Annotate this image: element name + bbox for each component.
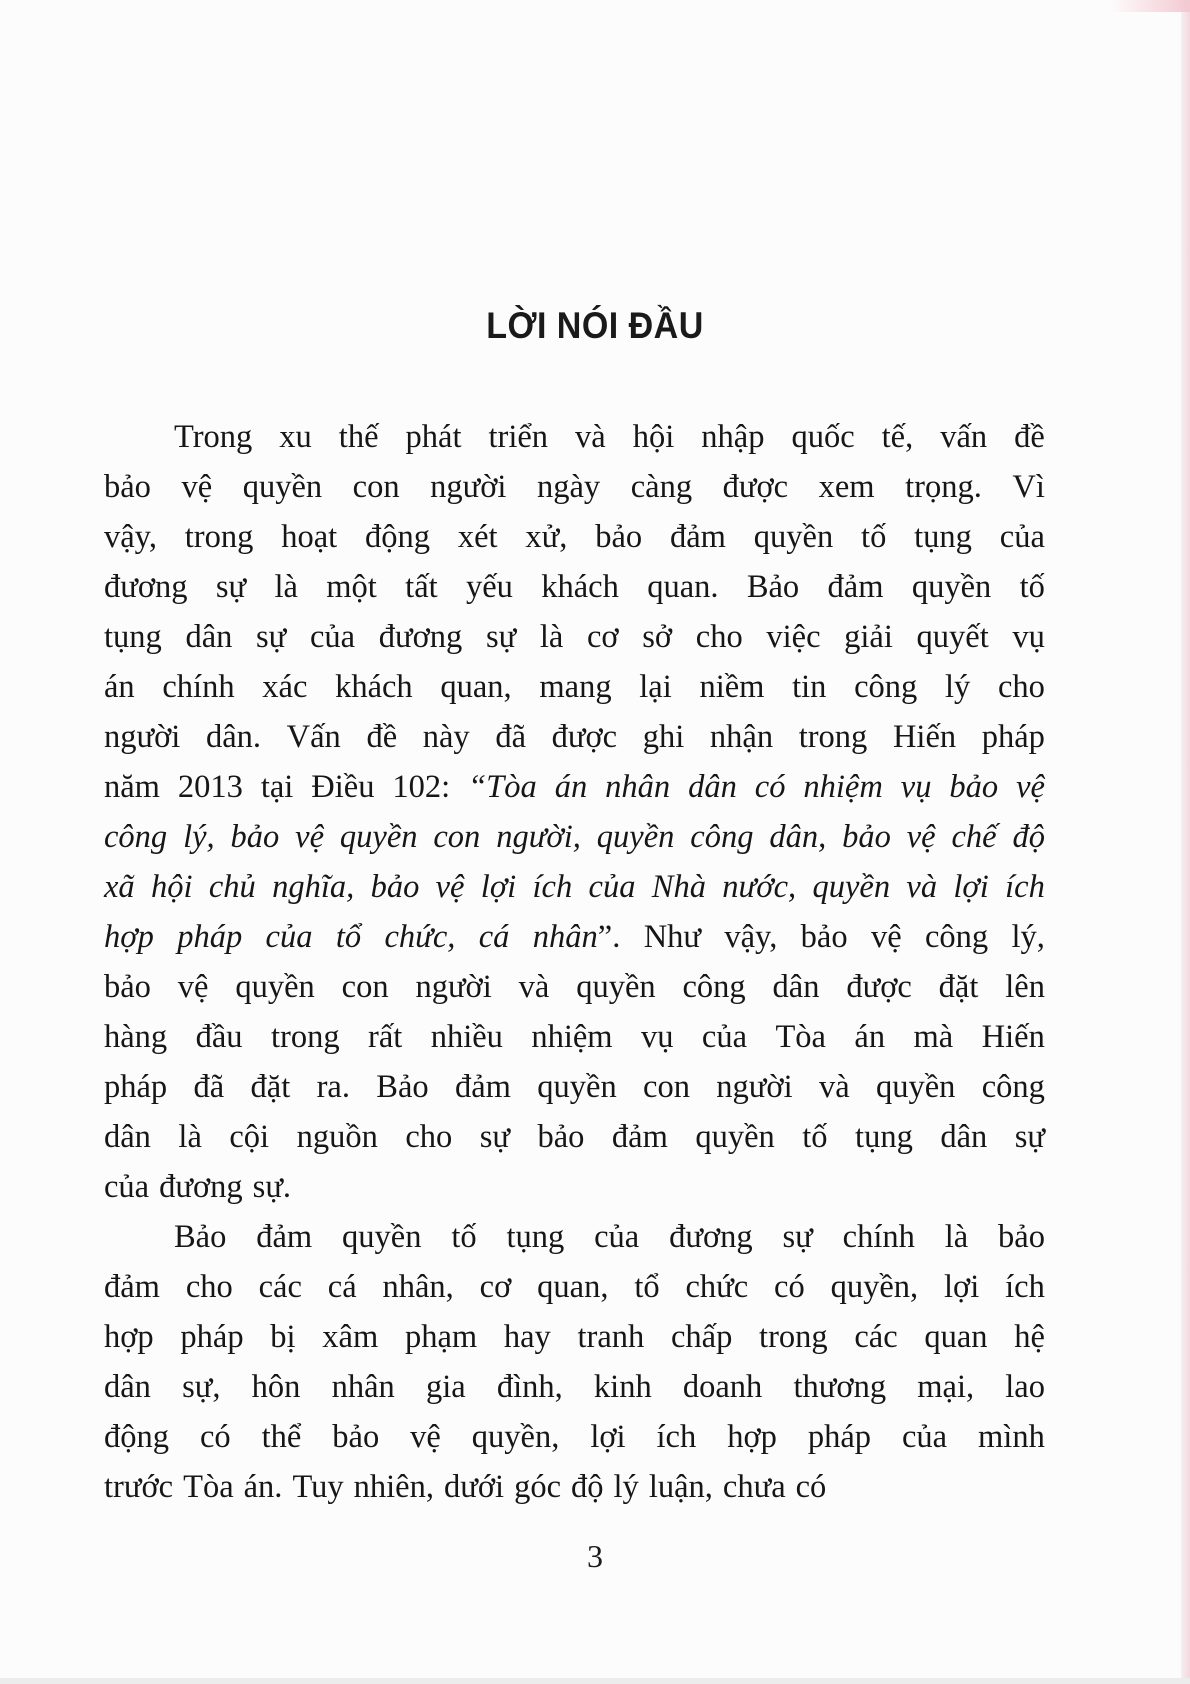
word: Nhà <box>651 869 706 905</box>
word: tế, <box>881 419 914 455</box>
word: công <box>924 919 989 955</box>
word: và <box>518 969 550 1005</box>
word: triển <box>488 419 549 455</box>
word: Như <box>643 919 702 955</box>
word: sự <box>782 1219 813 1255</box>
word: nhân, <box>382 1269 454 1305</box>
text-line <box>104 812 1045 862</box>
text-line <box>104 1012 1045 1062</box>
word: trong <box>184 519 254 555</box>
word: xu <box>279 419 312 455</box>
word: các <box>854 1319 898 1355</box>
word: bảo <box>595 519 643 555</box>
word: án. <box>243 1469 283 1505</box>
word: nhân”. <box>532 919 621 955</box>
word: bảo <box>949 769 999 805</box>
word: tụng <box>506 1219 565 1255</box>
word: ích <box>656 1419 697 1455</box>
word: góc <box>514 1469 562 1505</box>
word: Tòa <box>775 1019 826 1055</box>
word: đương <box>378 619 463 655</box>
word: chấp <box>670 1319 733 1355</box>
word: nhân <box>605 769 671 805</box>
word: xét <box>457 519 498 555</box>
word: dân <box>940 1119 988 1155</box>
word: độ <box>1012 819 1045 855</box>
word: trước <box>104 1469 174 1505</box>
word: xâm <box>322 1319 379 1355</box>
word: bảo <box>800 919 848 955</box>
word: tố <box>451 1219 477 1255</box>
text-line <box>104 462 1045 512</box>
word: người <box>415 969 492 1005</box>
word: công <box>682 969 746 1005</box>
word: “Tòa <box>468 769 537 805</box>
word: chính <box>842 1219 915 1255</box>
word: và <box>575 419 606 455</box>
word: hôn <box>251 1369 301 1405</box>
word: dân <box>772 969 820 1005</box>
word: và <box>818 1069 850 1105</box>
word: cho <box>185 1269 233 1305</box>
word: cho <box>695 619 743 655</box>
word: tố <box>861 519 887 555</box>
word: quyền <box>596 819 675 855</box>
word: sự <box>479 1119 510 1155</box>
text-line <box>104 1412 1045 1462</box>
word: bảo <box>332 1419 380 1455</box>
word: Bảo <box>746 569 800 605</box>
word: mang <box>539 669 612 705</box>
word: sự <box>1014 1119 1045 1155</box>
word: Tuy <box>292 1469 344 1505</box>
word: cho <box>997 669 1045 705</box>
word: tố <box>1019 569 1045 605</box>
word: sự, <box>182 1369 221 1405</box>
word: đảm <box>454 1069 511 1105</box>
word: của <box>588 869 636 905</box>
text-line <box>104 612 1045 662</box>
word: Vì <box>1012 469 1045 505</box>
word: đã <box>495 719 526 755</box>
word: của <box>701 1019 748 1055</box>
paragraph <box>104 412 1045 1212</box>
word: sự. <box>252 1169 292 1205</box>
word: dân <box>104 1369 151 1405</box>
word: chức, <box>384 919 456 955</box>
word: dân <box>688 769 737 805</box>
word: dưới <box>444 1469 505 1505</box>
word: là <box>274 569 298 605</box>
word: bảo <box>842 819 891 855</box>
word: có <box>199 1419 231 1455</box>
text-line <box>104 862 1045 912</box>
word: tụng <box>855 1119 913 1155</box>
word: chức <box>685 1269 749 1305</box>
word: được <box>722 469 789 505</box>
word: chủ <box>208 869 256 905</box>
word: người, <box>496 819 581 855</box>
word: nhiên, <box>353 1469 434 1505</box>
word: lý, <box>183 819 215 855</box>
word: pháp <box>104 1069 168 1105</box>
word: tụng <box>914 519 972 555</box>
word: quốc <box>791 419 855 455</box>
word: công <box>854 669 918 705</box>
word: bảo <box>998 1219 1045 1255</box>
word: con <box>352 469 400 505</box>
word: ghi <box>642 719 685 755</box>
word: quyền <box>242 469 323 505</box>
word: quyền <box>911 569 992 605</box>
word: đình, <box>496 1369 563 1405</box>
word: quyền, <box>830 1269 919 1305</box>
word: hợp <box>104 1319 154 1355</box>
word: trong <box>798 719 868 755</box>
word: mà <box>913 1019 954 1055</box>
word: năm <box>104 769 160 805</box>
word: công <box>104 819 168 855</box>
word: được <box>846 969 912 1005</box>
word: chưa <box>722 1469 786 1505</box>
word: mình <box>978 1419 1045 1455</box>
word: quan. <box>647 569 719 605</box>
word: hội <box>632 419 675 455</box>
word: đầu <box>195 1019 243 1055</box>
word: trong <box>759 1319 828 1355</box>
word: quyền <box>537 1069 617 1105</box>
word: quyền <box>342 1219 422 1255</box>
word: kinh <box>593 1369 652 1405</box>
word: sở <box>642 619 673 655</box>
word: đặt <box>938 969 979 1005</box>
text-line <box>104 1462 1045 1512</box>
word: việc <box>766 619 821 655</box>
text-line <box>104 912 1045 962</box>
word: đề <box>1014 419 1045 455</box>
word: Hiến <box>981 1019 1045 1055</box>
word: thế <box>338 419 379 455</box>
word: quyền <box>235 969 315 1005</box>
word: bảo <box>104 969 151 1005</box>
word: hội <box>151 869 193 905</box>
word: vậy, <box>104 519 157 555</box>
word: Trong <box>174 419 253 455</box>
word: đề <box>366 719 398 755</box>
word: đương <box>104 569 188 605</box>
word: ích <box>1005 1269 1045 1305</box>
word: Vấn <box>286 719 341 755</box>
word: quyền <box>875 1069 956 1105</box>
word: xác <box>262 669 308 705</box>
word: bảo <box>370 869 420 905</box>
word: dân, <box>769 819 827 855</box>
word: nguồn <box>296 1119 378 1155</box>
word: phạm <box>404 1319 478 1355</box>
word: lợi <box>590 1419 626 1455</box>
word: đảm <box>104 1269 160 1305</box>
word: của <box>265 919 313 955</box>
word: Tòa <box>183 1469 234 1505</box>
word: có <box>795 1469 827 1505</box>
word: khách <box>541 569 619 605</box>
text-line <box>104 1262 1045 1312</box>
word: pháp <box>981 719 1045 755</box>
word: ích <box>1005 869 1045 905</box>
word: lợi <box>480 869 517 905</box>
word: quan <box>924 1319 988 1355</box>
word: 102: <box>392 769 451 805</box>
word: công <box>690 819 754 855</box>
word: người <box>430 469 507 505</box>
text-line <box>104 1362 1045 1412</box>
word: quyền <box>695 1119 775 1155</box>
word: đương <box>159 1169 243 1205</box>
word: trọng. <box>905 469 982 505</box>
word: cá <box>478 919 510 955</box>
word: là <box>539 619 564 655</box>
word: tố <box>802 1119 828 1155</box>
word: là <box>178 1119 202 1155</box>
word: của <box>309 619 356 655</box>
word: cội <box>229 1119 270 1155</box>
body-text <box>104 412 1045 1512</box>
word: dân <box>185 619 233 655</box>
word: vụ <box>1012 619 1045 655</box>
word: niềm <box>699 669 765 705</box>
text-line <box>104 1212 1045 1262</box>
word: vấn <box>940 419 988 455</box>
text-line <box>104 1112 1045 1162</box>
word: nước, <box>722 869 797 905</box>
word: vệ <box>177 969 209 1005</box>
word: con <box>643 1069 690 1105</box>
word: sự <box>256 619 287 655</box>
word: vệ <box>1016 769 1045 805</box>
word: mại, <box>917 1369 975 1405</box>
page-right-edge <box>1181 0 1190 1684</box>
word: đảm <box>827 569 884 605</box>
text-line <box>104 562 1045 612</box>
word: vệ <box>435 869 465 905</box>
word: án <box>854 1019 886 1055</box>
paragraph <box>104 1212 1045 1512</box>
word: tranh <box>577 1319 645 1355</box>
word: rất <box>368 1019 403 1055</box>
word: Hiến <box>892 719 957 755</box>
word: lý <box>945 669 971 705</box>
word: tổ <box>634 1269 660 1305</box>
word: là <box>944 1219 969 1255</box>
word: của <box>901 1419 948 1455</box>
word: sự <box>215 569 247 605</box>
word: càng <box>630 469 693 505</box>
text-line <box>104 712 1045 762</box>
word: thể <box>261 1419 302 1455</box>
word: và <box>906 869 938 905</box>
text-line <box>104 962 1045 1012</box>
word: nghĩa, <box>272 869 355 905</box>
word: án <box>104 669 135 705</box>
word: quan, <box>440 669 512 705</box>
word: tổ <box>335 919 362 955</box>
word: bảo <box>230 819 280 855</box>
word: nhập <box>701 419 765 455</box>
word: pháp <box>180 1319 244 1355</box>
word: quyền <box>576 969 656 1005</box>
word: nhân <box>331 1369 395 1405</box>
page-top-edge <box>1110 0 1190 12</box>
text-line <box>104 1312 1045 1362</box>
word: quyền <box>339 819 418 855</box>
word: tại <box>260 769 294 805</box>
word: khách <box>335 669 413 705</box>
word: xử, <box>525 519 568 555</box>
word: động <box>365 519 431 555</box>
word: xã <box>104 869 135 905</box>
word: đảm <box>669 519 726 555</box>
word: Bảo <box>376 1069 429 1105</box>
word: người <box>104 719 181 755</box>
word: các <box>258 1269 302 1305</box>
word: Bảo <box>174 1219 227 1255</box>
word: tất <box>405 569 438 605</box>
text-line <box>104 412 1045 462</box>
word: độ <box>571 1469 604 1505</box>
word: vệ <box>181 469 213 505</box>
word: lao <box>1005 1369 1045 1405</box>
word: hệ <box>1014 1319 1045 1355</box>
word: ra. <box>316 1069 350 1105</box>
word: nhiệm <box>531 1019 613 1055</box>
word: đặt <box>250 1069 291 1105</box>
word: người <box>716 1069 793 1105</box>
word: vệ <box>870 919 902 955</box>
word: lý, <box>1011 919 1045 955</box>
text-line <box>104 662 1045 712</box>
word: quyết <box>916 619 989 655</box>
text-line <box>104 1062 1045 1112</box>
page-number: 3 <box>587 1538 603 1574</box>
word: yếu <box>465 569 513 605</box>
word: lại <box>639 669 672 705</box>
word: cơ <box>479 1269 512 1305</box>
word: quyền <box>812 869 891 905</box>
word: Điều <box>311 769 375 805</box>
word: vệ <box>410 1419 441 1455</box>
word: thương <box>793 1369 887 1405</box>
word: vệ <box>295 819 325 855</box>
word: nhận <box>709 719 774 755</box>
word: 2013 <box>177 769 243 805</box>
word: phát <box>405 419 462 455</box>
word: hàng <box>104 1019 168 1055</box>
word: con <box>341 969 389 1005</box>
word: chính <box>162 669 235 705</box>
word: có <box>774 1269 805 1305</box>
word: lên <box>1005 969 1045 1005</box>
word: bị <box>270 1319 296 1355</box>
text-line <box>104 1162 1045 1212</box>
word: vụ <box>900 769 932 805</box>
text-line <box>104 762 1045 812</box>
word: có <box>754 769 786 805</box>
word: vệ <box>906 819 936 855</box>
word: nhiệm <box>803 769 883 805</box>
word: được <box>551 719 618 755</box>
word: gia <box>425 1369 466 1405</box>
word: pháp <box>807 1419 872 1455</box>
word: ích <box>532 869 573 905</box>
word: hay <box>503 1319 551 1355</box>
word: bảo <box>537 1119 585 1155</box>
word: luận, <box>648 1469 713 1505</box>
word: lợi <box>944 1269 980 1305</box>
word: nhiều <box>430 1019 503 1055</box>
word: dân <box>104 1119 151 1155</box>
word: dân. <box>205 719 262 755</box>
word: con <box>433 819 481 855</box>
word: đương <box>669 1219 753 1255</box>
word: của <box>594 1219 640 1255</box>
word: đã <box>193 1069 225 1105</box>
word: hợp <box>104 919 154 955</box>
word: quan, <box>537 1269 609 1305</box>
word: doanh <box>682 1369 763 1405</box>
word: chế <box>951 819 997 855</box>
word: trong <box>270 1019 340 1055</box>
word: tin <box>792 669 827 705</box>
word: quyền <box>753 519 834 555</box>
word: công <box>981 1069 1045 1105</box>
word: vậy, <box>724 919 778 955</box>
word: quyền, <box>471 1419 560 1455</box>
page-bottom-edge <box>0 1678 1190 1684</box>
word: xem <box>818 469 875 505</box>
word: một <box>326 569 377 605</box>
word: vụ <box>641 1019 674 1055</box>
word: cơ <box>586 619 619 655</box>
word: pháp <box>177 919 243 955</box>
word: ngày <box>537 469 601 505</box>
word: bảo <box>104 469 151 505</box>
word: giải <box>844 619 893 655</box>
word: án <box>554 769 588 805</box>
word: hợp <box>727 1419 777 1455</box>
word: cá <box>327 1269 357 1305</box>
word: đảm <box>611 1119 668 1155</box>
word: này <box>422 719 470 755</box>
page-heading: LỜI NÓI ĐẦU <box>486 305 704 346</box>
word: động <box>104 1419 169 1455</box>
word: tụng <box>104 619 162 655</box>
word: lý <box>613 1469 639 1505</box>
word: sự <box>485 619 517 655</box>
word: của <box>999 519 1045 555</box>
word: hoạt <box>281 519 338 555</box>
word: đảm <box>256 1219 313 1255</box>
word: của <box>104 1169 150 1205</box>
text-line <box>104 512 1045 562</box>
word: cho <box>405 1119 453 1155</box>
word: lợi <box>953 869 989 905</box>
